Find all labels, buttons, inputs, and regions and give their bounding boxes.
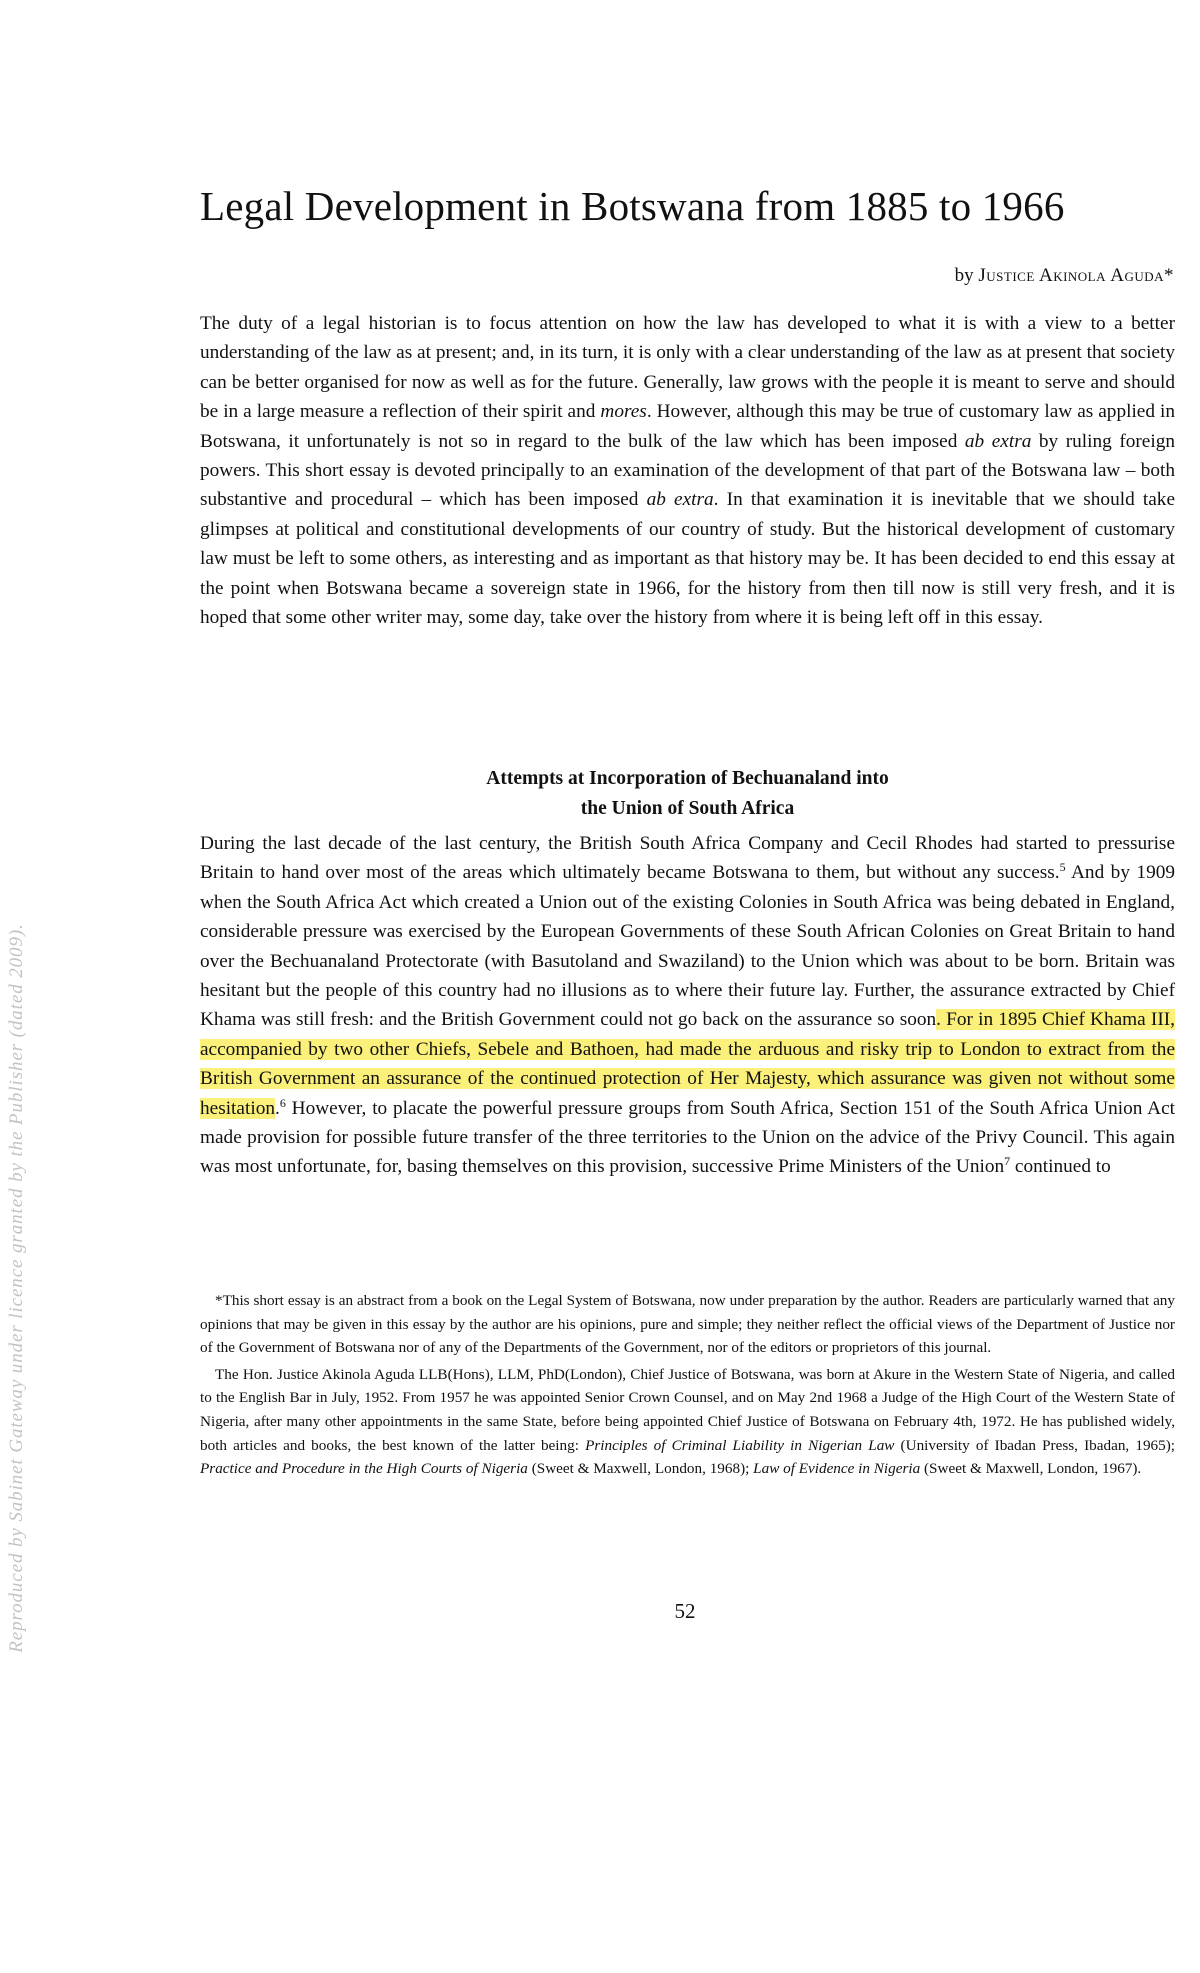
author-bio-text-1: The Hon. Justice Akinola Aguda LLB(Hons), LLM, PhD(London), Chief Justice of Botswana, was born at Akure in the Western State of Nigeria, and called to the English Bar in July, 1952. From 1957 he was appointed Senior Crown Counsel, and on May 2nd 1968 a Judge of the High Court of the Western State of Nigeria, after many other appointments in the same State, before being appointed Chief Justice of Botswana on February 4th, 1972. He has published widely, both articles and books, the best known of the latter being:: [200, 1365, 1175, 1454]
article-title: Legal Development in Botswana from 1885 to 1966: [200, 183, 1065, 229]
book-title-2: Practice and Procedure in the High Courts of Nigeria: [200, 1460, 528, 1478]
publisher-watermark: Reproduced by Sabinet Gateway under licence granted by the Publisher (dated 2009).: [6, 923, 27, 1653]
author-name: Justice Akinola Aguda*: [978, 265, 1174, 286]
intro-term-ab-extra: ab extra: [964, 430, 1032, 452]
author-bio-text-4: (Sweet & Maxwell, London, 1967).: [920, 1460, 1142, 1478]
section-text-5: continued to: [1010, 1156, 1111, 1178]
intro-term-ab-extra-2: ab extra: [646, 489, 714, 511]
page-number: 52: [674, 1599, 696, 1623]
footnote-ref-6[interactable]: 6: [279, 1095, 286, 1110]
book-title-1: Principles of Criminal Liability in Nigerian Law: [585, 1436, 895, 1454]
section-heading-line-1: Attempts at Incorporation of Bechuanaland into: [486, 768, 889, 789]
section-text-1: During the last decade of the last century, the British South Africa Company and Cecil Rhodes had started to pressurise Britain to hand over most of the areas which ultimately became Botswana to them, but without any success.: [200, 833, 1175, 884]
footnote-disclaimer: *This short essay is an abstract from a book on the Legal System of Botswana, now under preparation by the author. Readers are particularly warned that any opinions that may be given in this essay by the author are his opinions, pure and simple; they neither reflect the official views of the Department of Justice nor of the Government of Botswana nor of any of the Departments of the Government, nor of the editors or proprietors of this journal.: [200, 1292, 1175, 1357]
author-bio-text-2: (University of Ibadan Press, Ibadan, 1965);: [894, 1436, 1175, 1454]
intro-text-4: . In that examination it is inevitable that we should take glimpses at political and constitutional developments of our country of study. But the historical development of customary law must be left to some others, as interesting and as important as that history may be. It has been decided to end this essay at the point when Botswana became a sovereign state in 1966, for the history from then till now is still very fresh, and it is hoped that some other writer may, some day, take over the history from where it is being left off in this essay.: [200, 489, 1175, 629]
footnote-ref-7[interactable]: 7: [1004, 1154, 1011, 1169]
byline-prefix: by: [954, 265, 979, 286]
book-title-3: Law of Evidence in Nigeria: [753, 1460, 921, 1478]
footnotes: [200, 1289, 1175, 1484]
footnote-author-bio: [200, 1363, 1175, 1481]
footnote-ref-5[interactable]: 5: [1059, 860, 1066, 875]
intro-paragraph: [200, 309, 1175, 632]
intro-text-1: The duty of a legal historian is to focus attention on how the law has developed to what it is with a view to a better understanding of the law as at present; and, in its turn, it is only with a clear understanding of the law as at present that society can be better organised for now as well as for the future. Generally, law grows with the people it is meant to serve and should be in a large measure a reflection of their spirit and: [200, 313, 1175, 423]
highlighted-passage[interactable]: . For in 1895 Chief Khama III, accompanied by two other Chiefs, Sebele and Bathoen, had made the arduous and risky trip to London to extract from the British Government an assurance of the continued protection of Her Majesty, which assurance was given not without some hesitation: [200, 1009, 1176, 1119]
section-text-2: And by 1909 when the South Africa Act which created a Union out of the existing Colonies in South Africa was being debated in England, considerable pressure was exercised by the European Governments of these South African Colonies on Great Britain to hand over the Bechuanaland Protectorate (with Basutoland and Swaziland) to the Union which was about to be born. Britain was hesitant but the people of this country had no illusions as to where their future lay. Further, the assurance extracted by Chief Khama was still fresh: and the British Government could not go back on the assurance so soon: [200, 862, 1175, 1031]
section-paragraph: [200, 829, 1175, 1182]
intro-term-mores: mores: [600, 401, 647, 423]
byline: [955, 262, 1174, 290]
section-heading-line-2: the Union of South Africa: [580, 798, 795, 819]
section-heading: [200, 764, 1175, 824]
section-text-4: However, to placate the powerful pressure groups from South Africa, Section 151 of the South Africa Union Act made provision for possible future transfer of the three territories to the Union on the advice of the Privy Council. This again was most unfortunate, for, basing themselves on this provision, successive Prime Ministers of the Union: [200, 1097, 1175, 1178]
intro-text-2: . However, although this may be true of customary law as applied in Botswana, it unfortunately is not so in regard to the bulk of the law which has been imposed: [200, 401, 1175, 452]
intro-text-3: by ruling foreign powers. This short essay is devoted principally to an examination of the development of that part of the Botswana law – both substantive and procedural – which has been imposed: [200, 430, 1175, 511]
section-text-3: .: [274, 1097, 280, 1119]
author-bio-text-3: (Sweet & Maxwell, London, 1968);: [527, 1460, 754, 1478]
